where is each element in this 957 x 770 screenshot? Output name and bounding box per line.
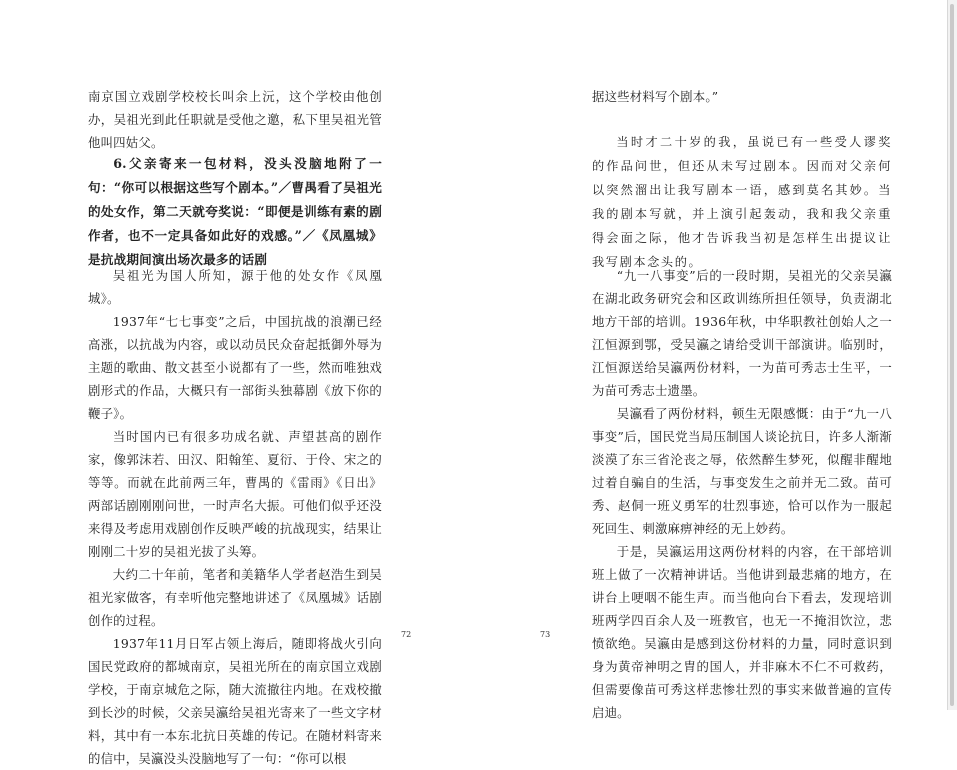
paragraph: 1937年11月日军占领上海后，随即将战火引向国民党政府的都城南京，吴祖光所在的南京国立戏剧学校，于南京城危之际，随大流撤往内地。在戏校撤到长沙的时候，父亲吴瀛给吴祖光寄来了一些文字材料，其中有一本东北抗日英雄的传记。在随材料寄来的信中，吴瀛没头没脑地写了一句：“你可以根 <box>88 636 382 766</box>
right-body <box>592 264 892 724</box>
continuation-text: 据这些材料写个剧本。” <box>592 89 719 104</box>
paragraph: 当时国内已有很多功成名就、声望甚高的剧作家，像郭沫若、田汉、阳翰笙、夏衍、于伶、宋之的等等。而就在此前两三年，曹禺的《雷雨》《日出》两部话剧刚刚问世，一时声名大振。可他们似乎还没来得及考虑用戏剧创作反映严峻的抗战现实，结果让刚刚二十岁的吴祖光拔了头筹。 <box>88 429 382 559</box>
left-page <box>0 0 478 766</box>
quote-block <box>592 130 892 274</box>
intro-text: 南京国立戏剧学校校长叫余上沅，这个学校由他创办，吴祖光到此任职就是受他之邀，私下里吴祖光管他叫四姑父。 <box>88 89 382 150</box>
page-number-left: 72 <box>401 630 412 639</box>
section-heading-text: 6.父亲寄来一包材料，没头没脑地附了一句：“你可以根据这些写个剧本。”／曹禺看了吴祖光的处女作，第二天就夸奖说：“即便是训练有素的剧作者，也不一定具备如此好的戏感。”／《凤凰城》是抗战期间演出场次最多的话剧 <box>88 156 382 267</box>
left-body <box>88 264 382 770</box>
paragraph: 大约二十年前，笔者和美籍华人学者赵浩生到吴祖光家做客，有幸听他完整地讲述了《凤凰城》话剧创作的过程。 <box>88 567 382 628</box>
paragraph: 吴瀛看了两份材料，顿生无限感慨：由于“九一八事变”后，国民党当局压制国人谈论抗日，许多人渐渐淡漠了东三省沦丧之辱，依然醉生梦死，似醒非醒地过着自骗自的生活，与事变发生之前并无二致。苗可秀、赵侗一班义勇军的壮烈事迹，恰可以作为一服起死回生、刺激麻痹神经的无上妙药。 <box>592 406 892 536</box>
quote-text: 当时才二十岁的我，虽说已有一些受人谬奖的作品问世，但还从未写过剧本。因而对父亲何以突然溜出让我写剧本一语，感到莫名其妙。当我的剧本写就，并上演引起轰动，我和我父亲重得会面之际，他才告诉我当初是怎样生出提议让我写剧本念头的。 <box>592 135 892 269</box>
vertical-scrollbar[interactable] <box>947 0 957 710</box>
paragraph: 于是，吴瀛运用这两份材料的内容，在干部培训班上做了一次精神讲话。当他讲到最悲痛的地方，在讲台上哽咽不能生声。而当他向台下看去，发现培训班两学四百余人及一班教官，也无一不掩泪饮泣，悲愤欲绝。吴瀛由是感到这份材料的力量，同时意识到身为黄帝神明之胄的国人，并非麻木不仁不可救药，但需要像苗可秀这样悲惨壮烈的事实来做普遍的宣传启迪。 <box>592 544 892 720</box>
scrollbar-thumb[interactable] <box>950 4 954 706</box>
page-number-right: 73 <box>540 630 551 639</box>
left-intro-paragraph <box>88 85 382 154</box>
paragraph: “九一八事变”后的一段时期，吴祖光的父亲吴瀛在湖北政务研究会和区政训练所担任领导，负责湖北地方干部的培训。1936年秋，中华职教社创始人之一江恒源到鄂，受吴瀛之请给受训干部演讲。临别时，江恒源送给吴瀛两份材料，一为苗可秀志士生平，一为苗可秀志士遗墨。 <box>592 268 892 398</box>
right-continuation <box>592 85 892 108</box>
paragraph: 吴祖光为国人所知，源于他的处女作《凤凰城》。 <box>88 268 382 306</box>
paragraph: 1937年“七七事变”之后，中国抗战的浪潮已经高涨，以抗战为内容，或以动员民众奋起抵御外辱为主题的歌曲、散文甚至小说都有了一些，然而唯独戏剧形式的作品，大概只有一部街头独幕剧《放下你的鞭子》。 <box>88 314 382 421</box>
section-heading <box>88 152 382 272</box>
